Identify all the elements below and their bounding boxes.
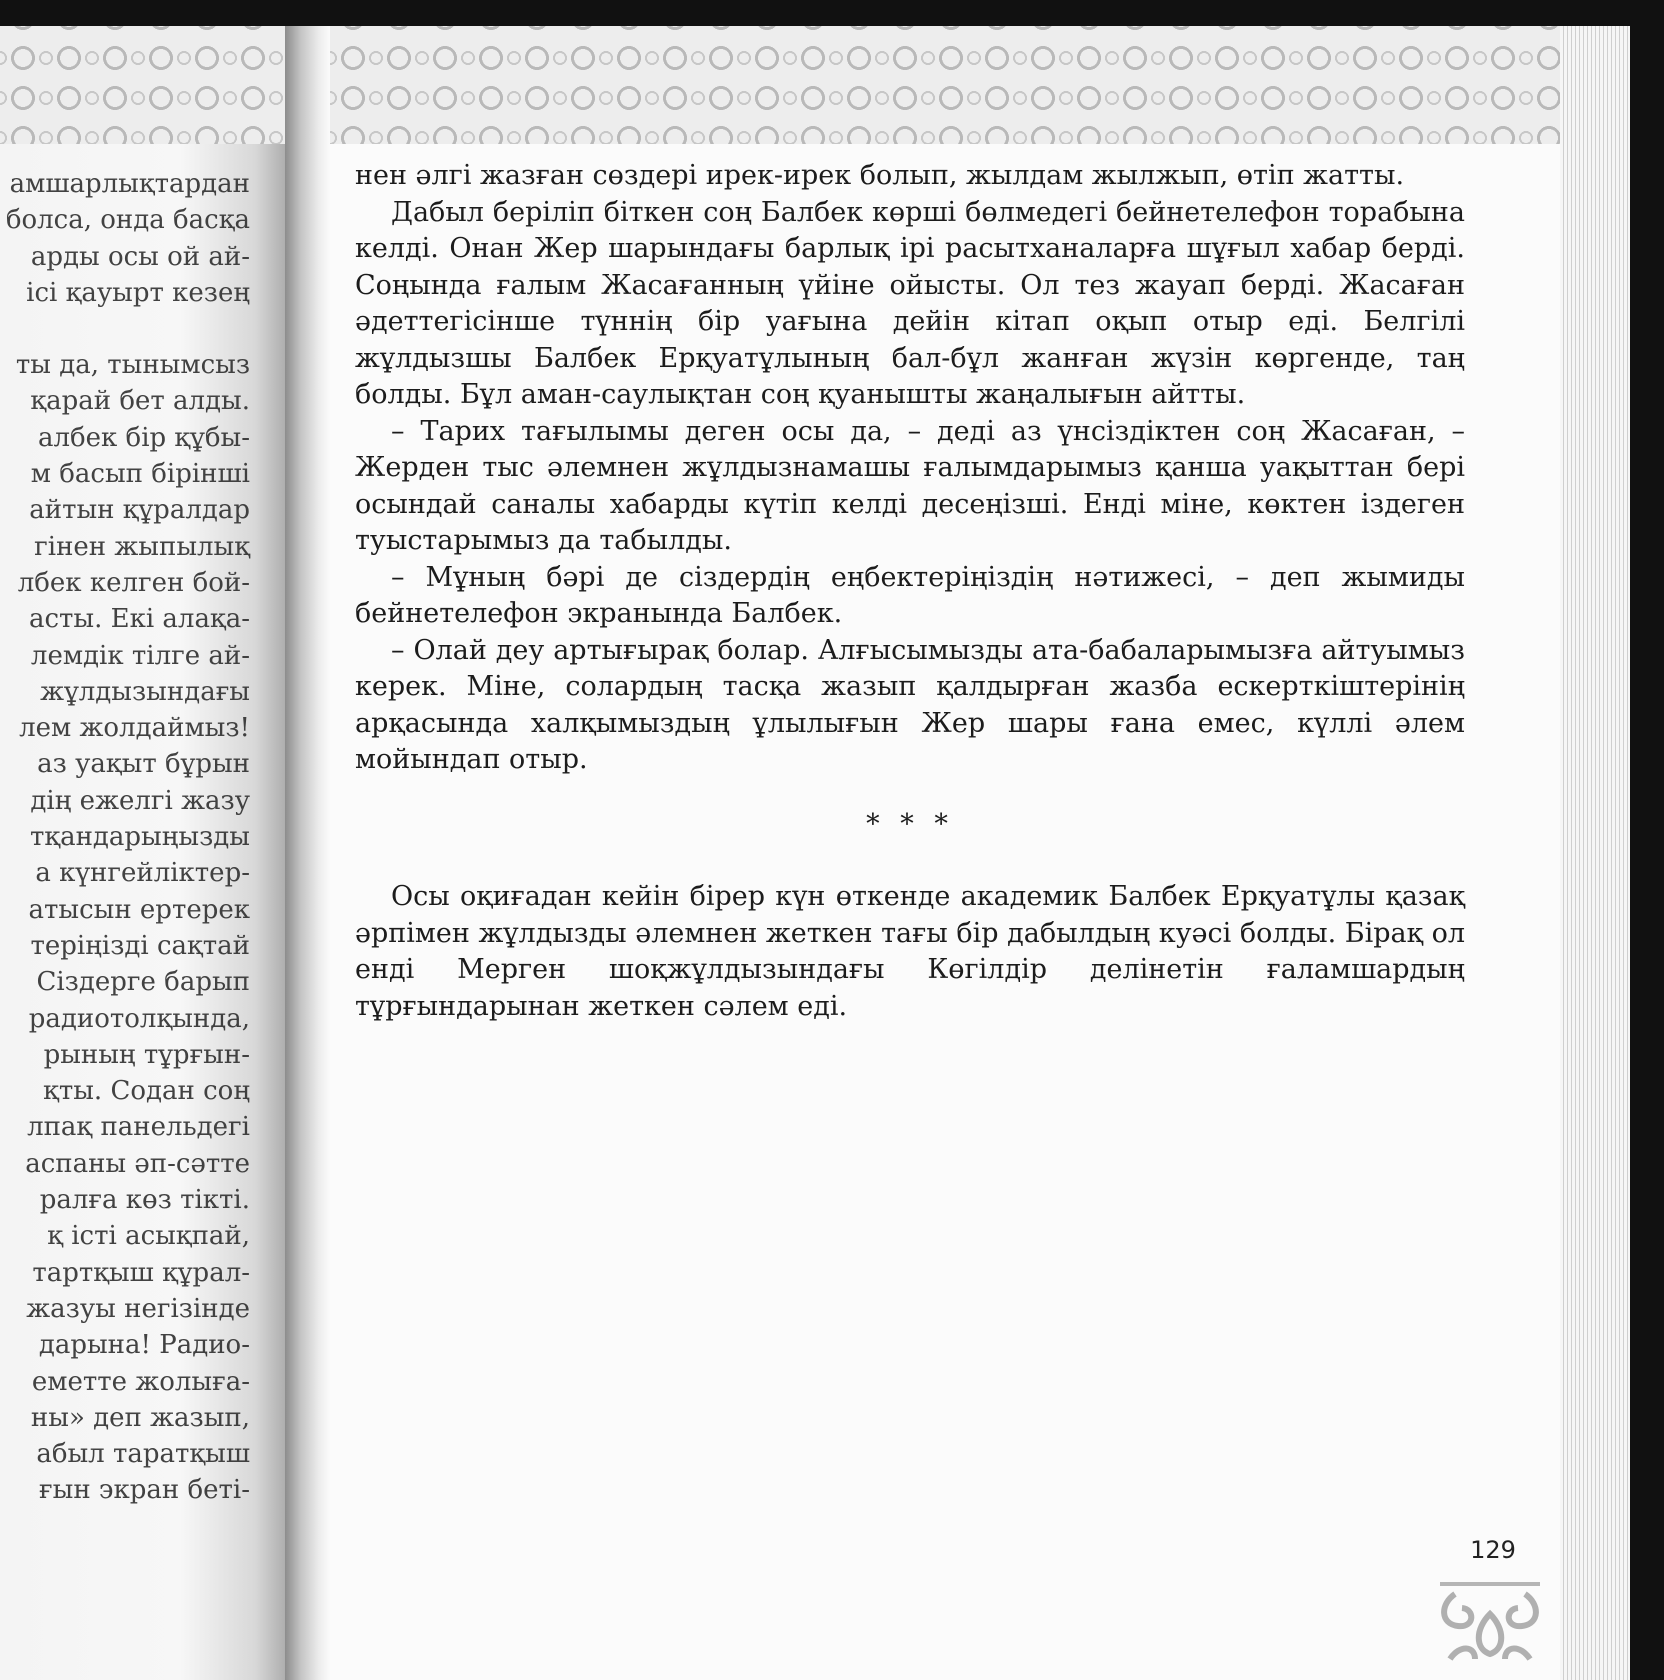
text-line: ны» деп жазып, (30, 1402, 250, 1433)
text-line: ралға көз тікті. (39, 1185, 250, 1216)
paragraph: Дабыл беріліп біткен соң Балбек көрші бөлмедегі бейнетелефон торабына келді. Онан Жер шарындағы барлық ірі расытханаларға шұғыл хабар берді. Соңында ғалым Жасағанның үйіне ойысты. Ол тез жауап берді. Жасаған әдеттегісінше түннің бір уағына дейін кітап оқып отыр еді. Белгілі жұлдызшы Балбек Ерқуатұлының бал-бұл жанған жүзін көргенде, таң болды. Бұл аман-саулықтан соң қуанышты жаңалығын айтты. (355, 196, 1465, 410)
paragraph: – Мұның бәрі де сіздердің еңбектеріңіздің нәтижесі, – деп жымиды бейнетелефон экранында Балбек. (355, 561, 1465, 629)
paragraph-gap (0, 311, 250, 347)
paragraph: нен әлгі жазған сөздері ирек-ирек болып, жылдам жылжып, өтіп жатты. (355, 160, 1405, 191)
text-line: лбек келген бой- (17, 567, 250, 598)
text-line: теріңізді сақтай (30, 930, 250, 961)
text-line: рының тұрғын- (43, 1039, 250, 1070)
text-line: аз уақыт бұрын (37, 749, 250, 780)
text-line: лемдік тілге ай- (30, 640, 250, 671)
text-line: лпақ панельдегі (27, 1112, 250, 1143)
ornament-band-left (0, 26, 290, 144)
paragraph: – Олай деу артығырақ болар. Алғысымызды ата-бабаларымызға айтуымыз керек. Міне, солардың тасқа жазып қалдырған жазба ескерткіштерінің арқасында халқымыздың ұлылығын Жер шары ғана емес, күллі әлем мойындап отыр. (355, 634, 1465, 775)
text-line: абыл таратқыш (36, 1439, 250, 1470)
text-line: жазуы негізінде (26, 1293, 250, 1324)
book-spread (0, 26, 1630, 1680)
text-line: а күнгейліктер- (35, 858, 250, 889)
corner-ornament (1430, 1574, 1550, 1674)
left-page-text (0, 166, 250, 1509)
text-line: дің ежелгі жазу (30, 785, 250, 816)
main-text (355, 158, 1465, 1025)
text-line: жұлдызындағы (40, 676, 250, 707)
text-line: айтын құралдар (29, 495, 250, 526)
text-line: арды осы ой ай- (30, 241, 250, 272)
text-line: аспаны әп-сәтте (25, 1148, 250, 1179)
ornament-band-right (330, 26, 1580, 144)
text-line: болса, онда басқа (5, 205, 250, 236)
text-line: Сіздерге барып (36, 967, 250, 998)
right-page (310, 26, 1630, 1680)
text-line: асты. Екі алақа- (28, 604, 250, 635)
text-line: лем жолдаймыз! (19, 713, 250, 744)
text-line: қты. Содан соң (43, 1076, 250, 1107)
left-page (0, 26, 300, 1680)
page-edges (1560, 26, 1630, 1680)
section-separator: * * * (866, 808, 954, 840)
text-line: еметте жолыға- (31, 1366, 250, 1397)
text-line: ғын экран беті- (39, 1475, 250, 1506)
text-line: қарай бет алды. (30, 386, 250, 417)
text-line: ты да, тынымсыз (15, 350, 250, 381)
paragraph: Осы оқиғадан кейін бірер күн өткенде академик Балбек Ерқуатұлы қазақ әрпімен жұлдызды әлемнен жеткен тағы бір дабылдың куәсі болды. Бірақ ол енді Мерген шоқжұлдызындағы Көгілдір делінетін ғаламшардың тұрғындарынан жеткен сәлем еді. (355, 881, 1465, 1022)
text-line: гінен жыпылық (34, 531, 250, 562)
text-line: дарына! Радио- (38, 1330, 250, 1361)
text-line: атысын ертерек (28, 894, 250, 925)
text-line: тқандарыңызды (29, 822, 250, 853)
text-line: м басып бірінші (30, 459, 250, 490)
text-line: албек бір құбы- (37, 422, 250, 453)
page-number: 129 (1470, 1536, 1516, 1564)
text-line: радиотолқында, (28, 1003, 250, 1034)
text-line: қ істі асықпай, (47, 1221, 250, 1252)
paragraph: – Тарих тағылымы деген осы да, – деді аз үнсіздіктен соң Жасаған, – Жерден тыс әлемнен жұлдызнамашы ғалымдарымыз қанша уақыттан бері осындай саналы хабарды күтіп келді десеңізші. Енді міне, көктен іздеген туыстарымыз да табылды. (355, 415, 1465, 556)
text-line: тартқыш құрал- (32, 1257, 250, 1288)
text-line: амшарлықтардан (9, 169, 250, 199)
text-line: ісі қауырт кезең (26, 277, 250, 308)
